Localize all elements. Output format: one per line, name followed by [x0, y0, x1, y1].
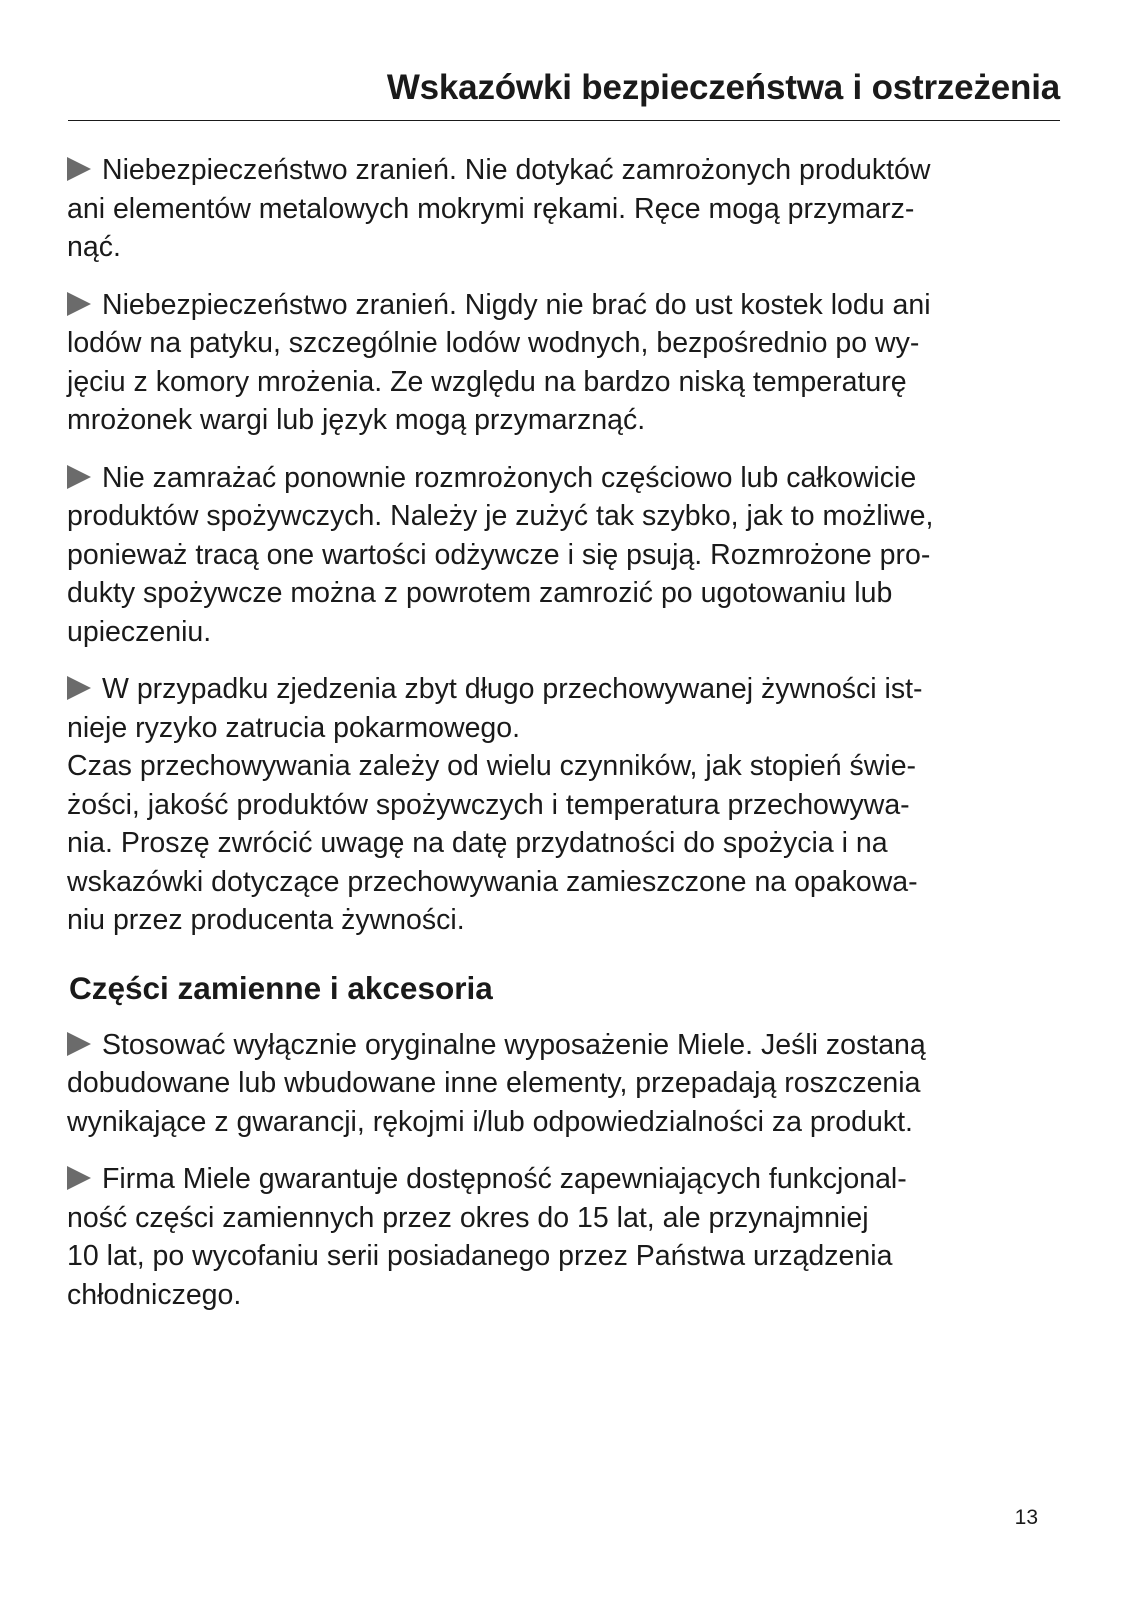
page-header: [68, 64, 1060, 121]
warning-paragraph-ice-cubes: Niebezpieczeństwo zranień. Nigdy nie brać do ust kostek lodu ani lodów na patyku, szczególnie lodów wodnych, bezpośrednio po wy- jęciu z komory mrożenia. Ze względu na bardzo niską temperaturę mrożonek wargi lub język mogą przymarznąć.: [67, 288, 931, 436]
warning-paragraph-food-poisoning: W przypadku zjedzenia zbyt długo przechowywanej żywności ist- nieje ryzyko zatrucia pokarmowego. Czas przechowywania zależy od wielu czynników, jak stopień świe- żości, jakość produktów spożywczych i temperatura przechowywa- nia. Proszę zwrócić uwagę na datę przydatności do spożycia i na wskazówki dotyczące przechowywania zamieszczone na opakowa- niu przez producenta żywności.: [67, 673, 923, 936]
page-content: [67, 151, 1057, 1333]
warning-paragraph-spare-parts-availability: Firma Miele gwarantuje dostępność zapewniających funkcjonal- ność części zamiennych przez okres do 15 lat, ale przynajmniej 10 lat, po wycofaniu serii posiadanego przez Państwa urządzenia chłodniczego.: [67, 1163, 907, 1311]
warning-paragraph-refreezing: Nie zamrażać ponownie rozmrożonych częściowo lub całkowicie produktów spożywczych. Należy je zużyć tak szybko, jak to możliwe, ponieważ tracą one wartości odżywcze i się psują. Rozmrożone pro- dukty spożywcze można z powrotem zamrozić po ugotowaniu lub upieczeniu.: [67, 461, 934, 648]
triangle-right-icon: [67, 292, 91, 316]
warning-paragraph-original-accessories: Stosować wyłącznie oryginalne wyposażenie Miele. Jeśli zostaną dobudowane lub wbudowane inne elementy, przepadają roszczenia wynikające z gwarancji, rękojmi i/lub odpowiedzialności za produkt.: [67, 1028, 926, 1138]
page-number: 13: [1014, 1506, 1038, 1529]
page-title: Wskazówki bezpieczeństwa i ostrzeżenia: [386, 68, 1060, 107]
warning-paragraph-frozen-products: Niebezpieczeństwo zranień. Nie dotykać zamrożonych produktów ani elementów metalowych mokrymi rękami. Ręce mogą przymarz- nąć.: [67, 154, 931, 263]
triangle-right-icon: [67, 157, 91, 181]
section-heading-spare-parts: Części zamienne i akcesoria: [69, 969, 493, 1006]
triangle-right-icon: [67, 1032, 91, 1056]
triangle-right-icon: [67, 1166, 91, 1190]
triangle-right-icon: [67, 676, 91, 700]
triangle-right-icon: [67, 465, 91, 489]
